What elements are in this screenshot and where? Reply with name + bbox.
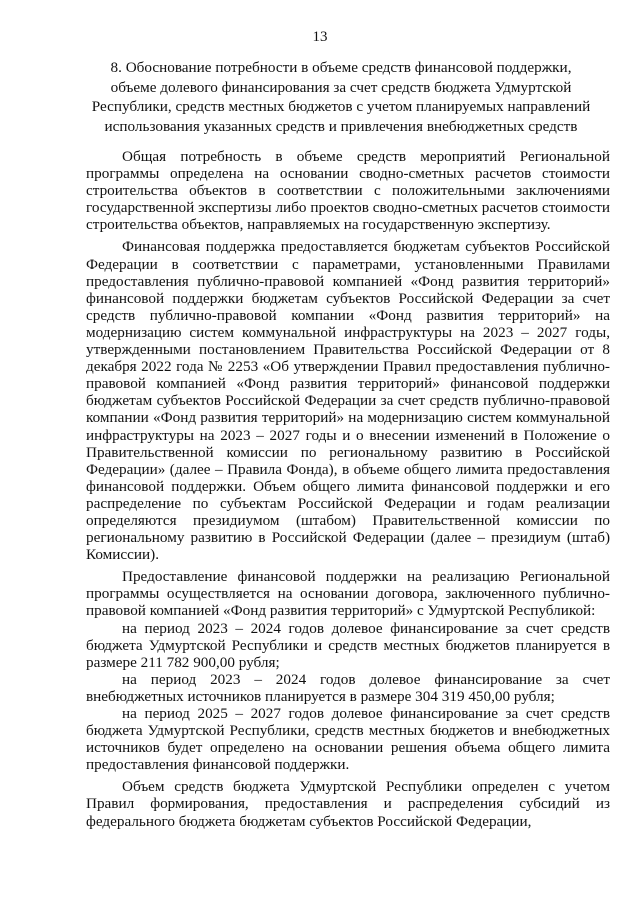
document-body — [86, 148, 610, 830]
paragraph-financial-support: Финансовая поддержка предоставляется бюджетам субъектов Российской Федерации в соответствии с параметрами, установленными Правилами предоставления публично-правовой компанией «Фонд развития территорий» финансовой поддержки бюджетам субъектов Российской Федерации за счет средств публично-правовой компании «Фонд развития территорий» на модернизацию систем коммунальной инфраструктуры на 2023 – 2027 годы, утвержденными постановлением Правительства Российской Федерации от 8 декабря 2022 года № 2253 «Об утверждении Правил предоставления публично-правовой компанией «Фонд развития территорий» финансовой поддержки бюджетам субъектов Российской Федерации за счет средств публично-правовой компании «Фонд развития территорий» на модернизацию систем коммунальной инфраструктуры на 2023 – 2027 годы и о внесении изменений в Положение о Правительственной комиссии по региональному развитию в Российской Федерации» (далее – Правила Фонда), в объеме общего лимита предоставления финансовой поддержки. Объем общего лимита финансовой поддержки и его распределение по субъектам Российской Федерации и годам реализации определяются президиумом (штабом) Правительственной комиссии по региональному развитию в Российской Федерации (далее – президиум (штаб) Комиссии). — [86, 238, 610, 564]
paragraph-total-need: Общая потребность в объеме средств мероприятий Региональной программы определена на основании сводно-сметных расчетов стоимости строительства объектов в соответствии с положительными заключениями государственной экспертизы либо проектов сводно-сметных расчетов стоимости строительства объектов, направляемых на государственную экспертизу. — [86, 148, 610, 234]
list-item-budget-2023-2024: на период 2023 – 2024 годов долевое финансирование за счет средств бюджета Удмуртской Республики и средств местных бюджетов планируется в размере 211 782 900,00 рубля; — [86, 619, 610, 671]
list-item-2025-2027: на период 2025 – 2027 годов долевое финансирование за счет средств бюджета Удмуртской Республики, средств местных бюджетов и внебюджетных источников будет определено на основании решения объема общего лимита предоставления финансовой поддержки. — [86, 705, 610, 774]
page-number: 13 — [312, 29, 328, 45]
section-heading: 8. Обоснование потребности в объеме средств финансовой поддержки, объеме долевого финансирования за счет средств бюджета Удмуртской Республики, средств местных бюджетов с учетом планируемых направлений использования указанных средств и привлечения внебюджетных средств — [91, 59, 591, 135]
paragraph-provision-agreement: Предоставление финансовой поддержки на реализацию Региональной программы осуществляется на основании договора, заключенного публично-правовой компанией «Фонд развития территорий» с Удмуртской Республикой: — [86, 568, 610, 620]
list-item-extrabudget-2023-2024: на период 2023 – 2024 годов долевое финансирование за счет внебюджетных источников планируется в размере 304 319 450,00 рубля; — [86, 670, 610, 705]
paragraph-budget-volume: Объем средств бюджета Удмуртской Республики определен с учетом Правил формирования, предоставления и распределения субсидий из федерального бюджета бюджетам субъектов Российской Федерации, — [86, 778, 610, 830]
